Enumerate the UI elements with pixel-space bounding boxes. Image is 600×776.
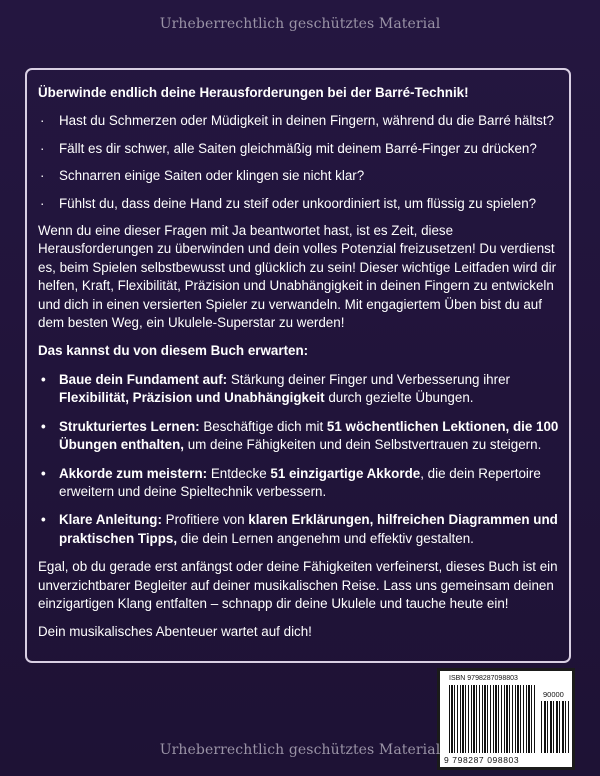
feature-item: • Klare Anleitung: Profitiere von klaren Erklärungen, hilfreichen Diagrammen und praktischen Tipps, die dein Lernen angenehm und effektiv gestalten.	[41, 512, 558, 546]
bullet-icon: ·	[40, 195, 45, 211]
feature-list	[38, 371, 568, 548]
intro-paragraph: Wenn du eine dieser Fragen mit Ja beantwortet hast, ist es Zeit, diese Herausforderungen zu überwinden und dein volles Potenzial freizusetzen! Du verdienst es, beim Spielen selbstbewusst und glücklich zu sein! Dieser wichtige Leitfaden wird dir helfen, Kraft, Flexibilität, Präzision und Unabhängigkeit in deinen Fingern zu entwickeln und dich in einen versierten Spieler zu verwandeln. Mit engagiertem Üben bist du auf dem besten Weg, ein Ukulele-Superstar zu werden!	[38, 223, 557, 331]
headline: Überwinde endlich deine Herausforderungen bei der Barré-Technik!	[38, 85, 469, 100]
question-item: · Hast du Schmerzen oder Müdigkeit in deinen Fingern, während du die Barré hältst?	[38, 112, 568, 130]
question-item: · Fällt es dir schwer, alle Saiten gleichmäßig mit deinem Barré-Finger zu drücken?	[38, 140, 568, 158]
bullet-icon: ·	[40, 140, 45, 156]
bullet-icon: ·	[40, 168, 45, 184]
closing-paragraph: Egal, ob du gerade erst anfängst oder deine Fähigkeiten verfeinerst, dieses Buch ist ein unverzichtbarer Begleiter auf deiner musikalischen Reise. Lass uns gemeinsam deinen einzigartigen Klang entfalten – schnapp dir deine Ukulele und tauche heute ein!	[38, 559, 558, 611]
question-item: · Schnarren einige Saiten oder klingen sie nicht klar?	[38, 167, 568, 185]
feature-item: • Strukturiertes Lernen: Beschäftige dich mit 51 wöchentlichen Lektionen, die 100 Übungen enthalten, um deine Fähigkeiten und dein Selbstvertrauen zu steigern.	[41, 418, 559, 453]
copyright-watermark-top: Urheberrechtlich geschütztes Material	[159, 16, 441, 32]
feature-item: • Baue dein Fundament auf: Stärkung deiner Finger und Verbesserung ihrer Flexibilität, Präzision und Unabhängigkeit durch gezielte Übungen.	[41, 371, 510, 406]
bullet-icon: •	[41, 418, 46, 434]
question-item: · Fühlst du, dass deine Hand zu steif oder unkoordiniert ist, um flüssig zu spielen?	[38, 195, 568, 213]
bullet-icon: •	[41, 371, 46, 387]
final-line: Dein musikalisches Abenteuer wartet auf dich!	[38, 624, 312, 640]
bullet-icon: •	[41, 512, 46, 528]
isbn-label: ISBN 9798287098803	[449, 675, 518, 682]
price-code: 90000	[543, 690, 564, 699]
copyright-watermark-bottom: Urheberrechtlich geschütztes Material	[159, 742, 441, 758]
bullet-icon: ·	[40, 113, 45, 129]
expect-heading: Das kannst du von diesem Buch erwarten:	[38, 343, 309, 359]
description-content	[38, 84, 568, 652]
question-list	[38, 112, 568, 213]
bullet-icon: •	[41, 465, 46, 481]
barcode-digits: 9 798287 098803	[444, 755, 520, 765]
feature-item: • Akkorde zum meistern: Entdecke 51 einzigartige Akkorde, die dein Repertoire erweitern und deine Spieltechnik verbessern.	[41, 465, 541, 499]
